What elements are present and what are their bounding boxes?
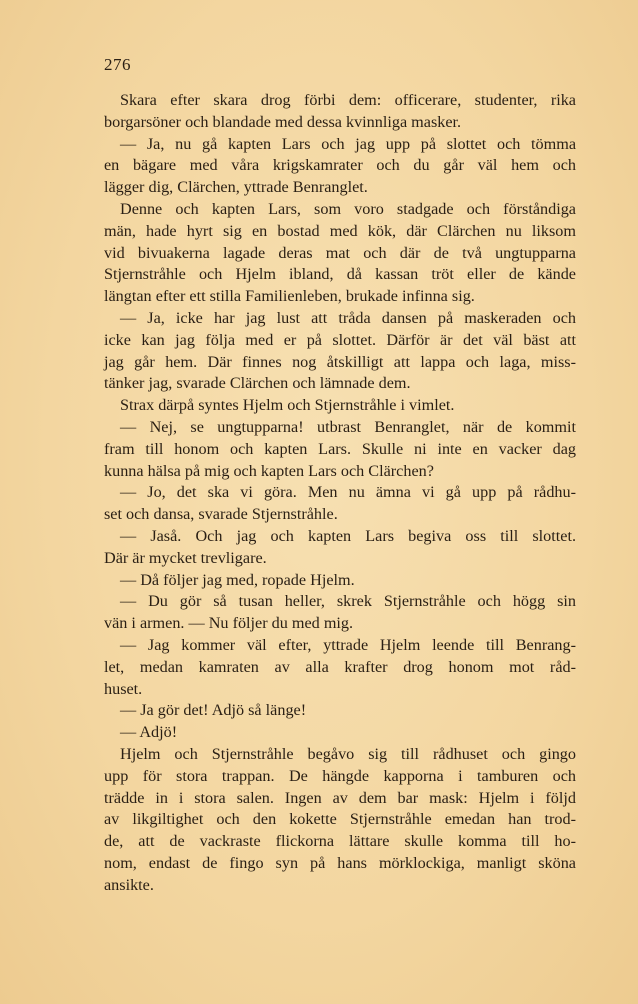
text-line: fram till honom och kapten Lars. Skulle ni inte en vacker dag — [104, 439, 576, 458]
text-line: jag går hem. Där finnes nog åtskilligt att lappa och laga, miss- — [104, 352, 576, 371]
text-line: — Jag kommer väl efter, yttrade Hjelm leende till Benrang- — [120, 635, 576, 654]
text-line: de, att de vackraste flickorna lättare skulle komma till ho- — [104, 832, 576, 851]
text-line: vän i armen. — Nu följer du med mig. — [104, 614, 354, 633]
text-line: kunna hälsa på mig och kapten Lars och Clärchen? — [104, 461, 434, 480]
text-line: — Adjö! — [120, 723, 178, 742]
text-line: — Då följer jag med, ropade Hjelm. — [120, 570, 355, 589]
text-line: — Ja, icke har jag lust att tråda dansen på maskeraden och — [120, 308, 576, 327]
text-line: Skara efter skara drog förbi dem: officerare, studenter, rika — [120, 91, 576, 109]
text-line: Stjernstråhle och Hjelm ibland, då kassan tröt eller de kände — [104, 265, 576, 284]
text-line: vid bivuakerna lagade deras mat och där de två ungtupparna — [104, 243, 576, 262]
body-text — [104, 90, 576, 896]
text-line: let, medan kamraten av alla krafter drog honom mot råd- — [104, 657, 576, 676]
text-line: icke kan jag följa med er på slottet. Därför är det väl bäst att — [104, 330, 576, 349]
text-line: Där är mycket trevligare. — [104, 548, 267, 567]
text-line: längtan efter ett stilla Familienleben, brukade infinna sig. — [104, 287, 475, 306]
text-line: av likgiltighet och den kokette Stjernstråhle emedan han trod- — [104, 810, 576, 829]
page-number: 276 — [104, 55, 131, 74]
text-line: Denne och kapten Lars, som voro stadgade och förståndiga — [120, 199, 576, 218]
text-line: trädde in i stora salen. Ingen av dem bar mask: Hjelm i följd — [104, 788, 576, 807]
text-line: — Jaså. Och jag och kapten Lars begiva oss till slottet. — [120, 526, 576, 545]
text-line: Strax därpå syntes Hjelm och Stjernstråhle i vimlet. — [120, 396, 455, 415]
text-line: — Jo, det ska vi göra. Men nu ämna vi gå upp på rådhu- — [120, 483, 576, 502]
text-line: tänker jag, svarade Clärchen och lämnade dem. — [104, 374, 411, 393]
text-line: nom, endast de fingo syn på hans mörklockiga, manligt sköna — [104, 853, 576, 872]
text-line: lägger dig, Clärchen, yttrade Benranglet. — [104, 178, 368, 197]
text-line: en bägare med våra krigskamrater och du går väl hem och — [104, 156, 576, 175]
text-line: upp för stora trappan. De hängde kapporna i tamburen och — [104, 766, 576, 785]
text-line: set och dansa, svarade Stjernstråhle. — [104, 505, 338, 524]
text-line: — Ja gör det! Adjö så länge! — [120, 701, 307, 720]
text-line: män, hade hyrt sig en bostad med kök, där Clärchen nu liksom — [104, 221, 576, 240]
text-line: borgarsöner och blandade med dessa kvinnliga masker. — [104, 112, 462, 131]
text-line: — Du gör så tusan heller, skrek Stjernstråhle och högg sin — [120, 592, 576, 611]
text-line: — Ja, nu gå kapten Lars och jag upp på slottet och tömma — [120, 134, 576, 153]
text-line: Hjelm och Stjernstråhle begåvo sig till rådhuset och gingo — [120, 744, 576, 763]
text-line: ansikte. — [104, 875, 154, 894]
text-line: — Nej, se ungtupparna! utbrast Benranglet, när de kommit — [120, 417, 576, 436]
text-line: huset. — [104, 679, 143, 698]
